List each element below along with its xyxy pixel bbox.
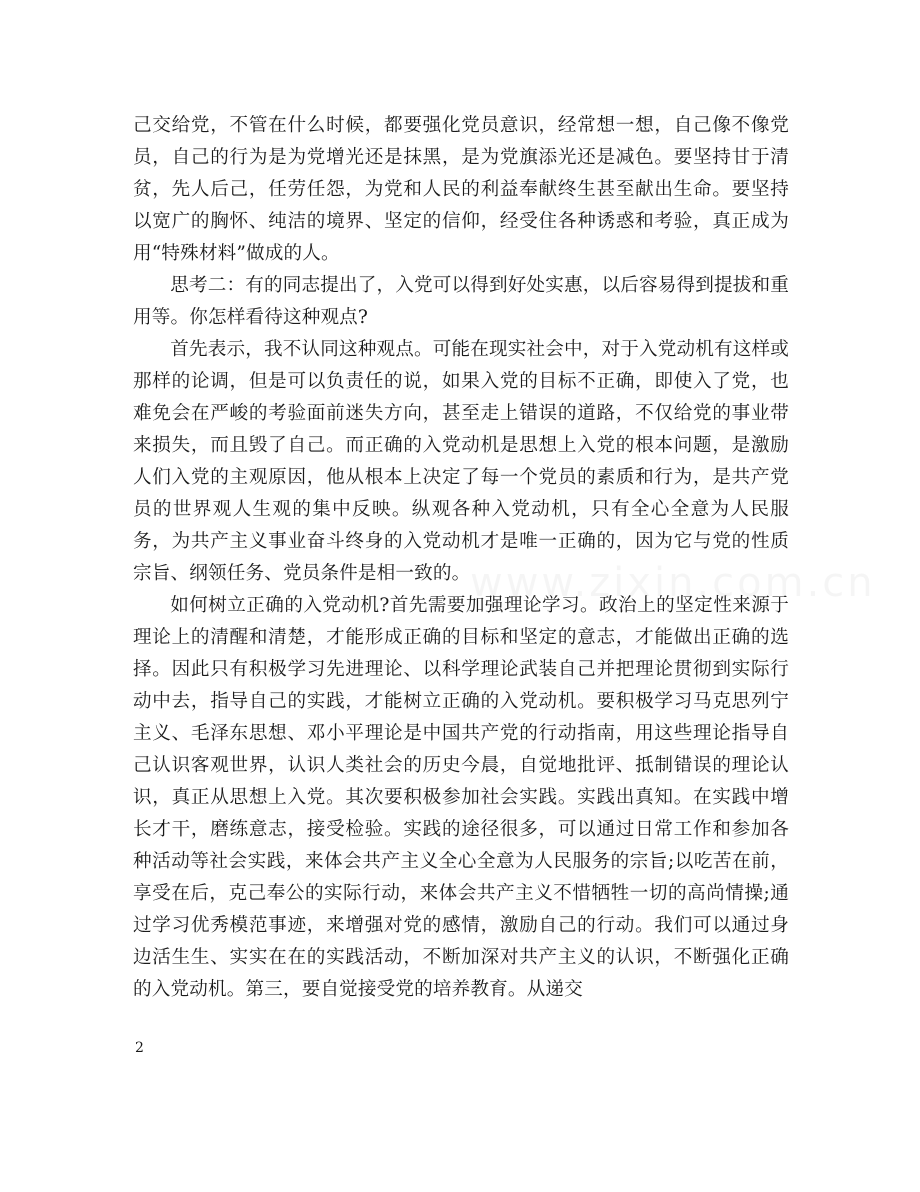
paragraph-how-to: 如何树立正确的入党动机?首先需要加强理论学习。政治上的坚定性来源于理论上的清醒和清楚，才能形成正确的目标和坚定的意志，才能做出正确的选择。因此只有积极学习先进理论、以科学理论武装自己并把理论贯彻到实际行动中去，指导自己的实践，才能树立正确的入党动机。要积极学习马克思列宁主义、毛泽东思想、邓小平理论是中国共产党的行动指南，用这些理论指导自己认识客观世界，认识人类社会的历史今晨，自觉地批评、抵制错误的理论认识，真正从思想上入党。其次要积极参加社会实践。实践出真知。在实践中增长才干，磨练意志，接受检验。实践的途径很多，可以通过日常工作和参加各种活动等社会实践，来体会共产主义全心全意为人民服务的宗旨;以吃苦在前，享受在后，克己奉公的实际行动，来体会共产主义不惜牺牲一切的高尚情操;通过学习优秀模范事迹，来增强对党的感情，激励自己的行动。我们可以通过身边活生生、实实在在的实践活动，不断加深对共产主义的认识，不断强化正确的入党动机。第三，要自觉接受党的培养教育。从递交 [133, 595, 789, 1000]
document-body [133, 110, 789, 1006]
page-number: 2 [135, 1040, 144, 1056]
paragraph-question-two: 思考二：有的同志提出了，入党可以得到好处实惠，以后容易得到提拔和重用等。你怎样看待这种观点? [133, 275, 789, 328]
paragraph-answer: 首先表示，我不认同这种观点。可能在现实社会中，对于入党动机有这样或那样的论调，但是可以负责任的说，如果入党的目标不正确，即使入了党，也难免会在严峻的考验面前迷失方向，甚至走上错误的道路，不仅给党的事业带来损失，而且毁了自己。而正确的入党动机是思想上入党的根本问题，是激励人们入党的主观原因，他从根本上决定了每一个党员的素质和行为，是共产党员的世界观人生观的集中反映。纵观各种入党动机，只有全心全意为人民服务，为共产主义事业奋斗终身的入党动机才是唯一正确的，因为它与党的性质宗旨、纲领任务、党员条件是相一致的。 [133, 339, 789, 584]
paragraph-continuation: 己交给党，不管在什么时候，都要强化党员意识，经常想一想，自己像不像党员，自己的行为是为党增光还是抹黑，是为党旗添光还是减色。要坚持甘于清贫，先人后己，任劳任怨，为党和人民的利益奉献终生甚至献出生命。要坚持以宽广的胸怀、纯洁的境界、坚定的信仰，经受住各种诱惑和考验，真正成为用“特殊材料”做成的人。 [133, 115, 789, 264]
